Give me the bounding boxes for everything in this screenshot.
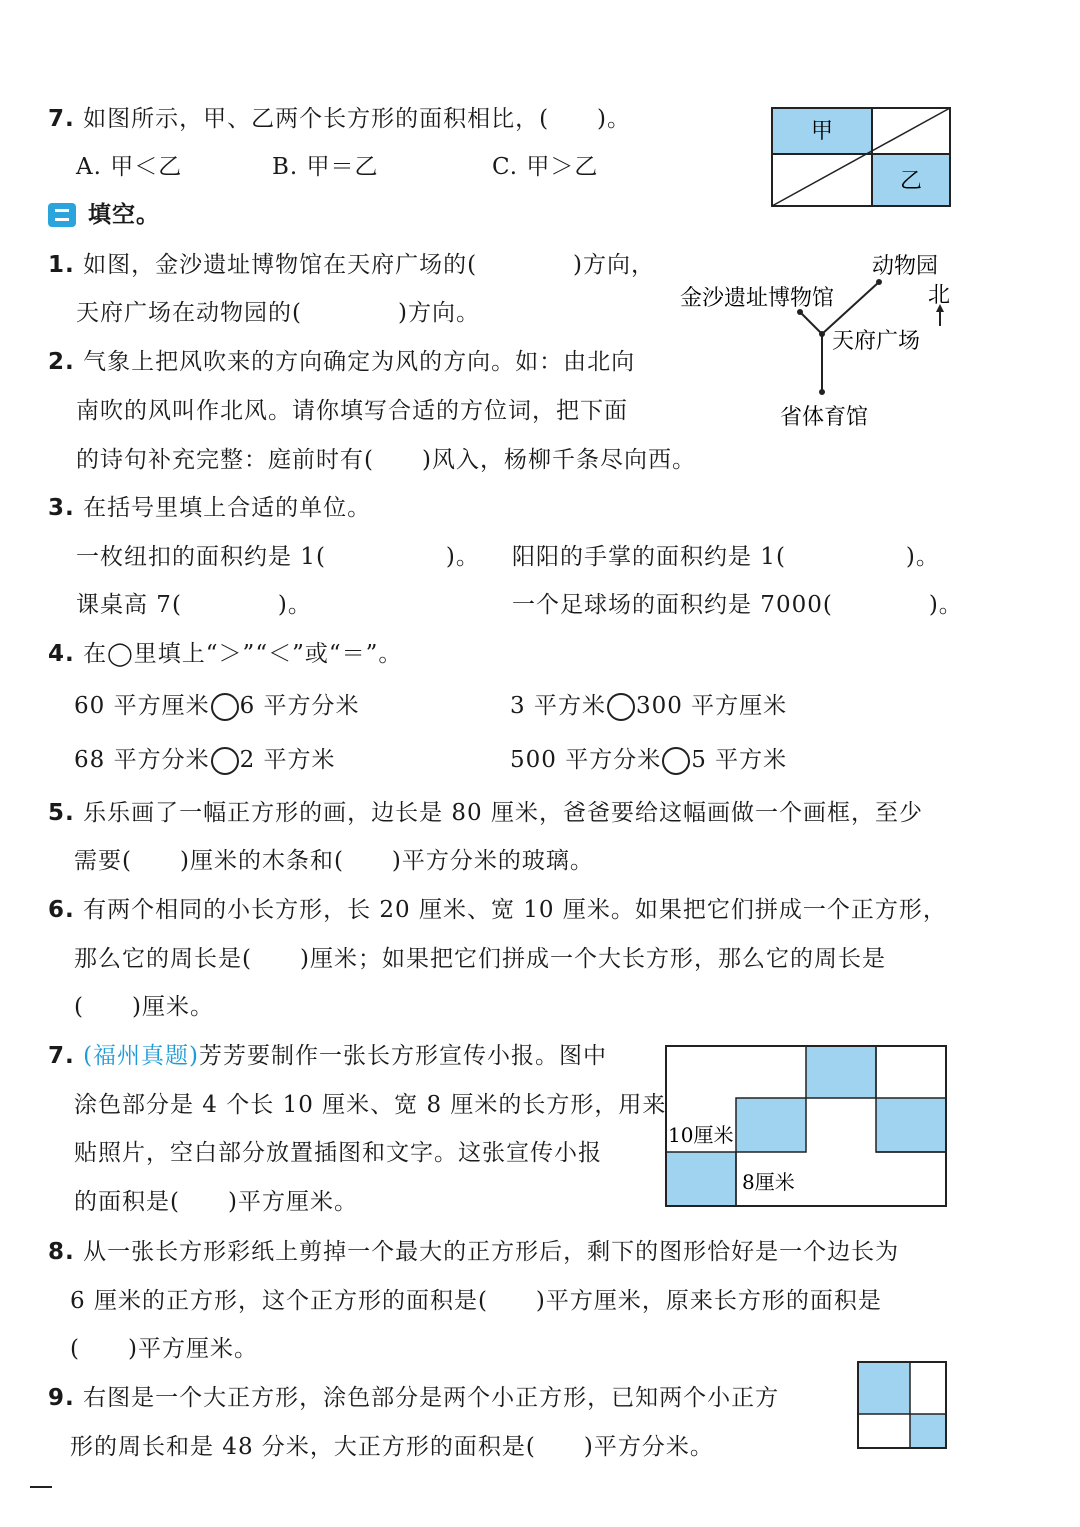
q7-text-4: 的面积是( )平方厘米。: [74, 1189, 358, 1215]
section-two-icon: [48, 203, 76, 227]
label-museum: 金沙遗址博物馆: [680, 286, 835, 311]
q2-text-2: 南吹的风叫作北风。请你填写合适的方位词，把下面: [76, 398, 628, 424]
q9-number: 9.: [48, 1385, 75, 1411]
q4-line-1: [48, 639, 402, 669]
width-label: 10厘米: [668, 1123, 734, 1147]
source-tag: (福州真题): [83, 1043, 200, 1069]
square-point: [819, 331, 825, 337]
q1-text-2: 天府广场在动物园的( )方向。: [76, 300, 480, 326]
q6-number: 6.: [48, 897, 75, 923]
small-square-2: [910, 1414, 946, 1448]
small-square-1: [858, 1362, 910, 1414]
q7-top-option-c[interactable]: C. 甲＞乙: [492, 154, 599, 180]
q7-top-number: 7.: [48, 106, 75, 132]
q7-text-2: 涂色部分是 4 个长 10 厘米、宽 8 厘米的长方形，用来: [74, 1092, 667, 1118]
q9-text-1: 右图是一个大正方形，涂色部分是两个小正方形，已知两个小正方: [83, 1385, 780, 1411]
q1-number: 1.: [48, 252, 75, 278]
q4-r4-right-value: 5 平方米: [691, 747, 788, 773]
q4-row-1-right: [510, 691, 787, 721]
q8-text-1: 从一张长方形彩纸上剪掉一个最大的正方形后，剩下的图形恰好是一个边长为: [83, 1239, 900, 1265]
q6-text-2: 那么它的周长是( )厘米；如果把它们拼成一个大长方形，那么它的周长是: [74, 946, 886, 972]
q4-r2-right-value: 300 平方厘米: [635, 693, 788, 719]
q6-text-1: 有两个相同的小长方形，长 20 厘米、宽 10 厘米。如果把它们拼成一个正方形，: [83, 897, 947, 923]
q1-text-1: 如图，金沙遗址博物馆在天府广场的( )方向，: [83, 252, 656, 278]
q4-r4-left-value: 500 平方分米: [510, 747, 662, 773]
q9-line-1: [48, 1383, 779, 1413]
q4-r3-right-value: 2 平方米: [239, 747, 336, 773]
height-label: 8厘米: [742, 1170, 795, 1194]
q4-r1-right-value: 6 平方分米: [239, 693, 360, 719]
q3-title: 在括号里填上合适的单位。: [83, 495, 372, 521]
q5-line-1: [48, 798, 923, 828]
q8-text-2: 6 厘米的正方形，这个正方形的面积是( )平方厘米，原来长方形的面积是: [70, 1288, 882, 1314]
q4-row-2-right: [510, 745, 787, 775]
section-title: 填空。: [88, 202, 160, 228]
q7-top-text: 如图所示，甲、乙两个长方形的面积相比，( )。: [83, 106, 632, 132]
q4-number: 4.: [48, 641, 75, 667]
q8-text-3: ( )平方厘米。: [70, 1336, 258, 1362]
q3-item-c: 课桌高 7( )。: [76, 592, 312, 618]
q1-map: [672, 246, 962, 436]
q7-line-1: [48, 1041, 607, 1071]
q7-top-figure: [770, 106, 954, 210]
q6-line-1: [48, 895, 947, 925]
label-north: 北: [928, 283, 951, 308]
road-to-museum: [800, 312, 822, 334]
q7-number: 7.: [48, 1043, 75, 1069]
q2-text-3: 的诗句补充完整：庭前时有( )风入，杨柳千条尽向西。: [76, 447, 696, 473]
gym-point: [819, 389, 825, 395]
q2-text-1: 气象上把风吹来的方向确定为风的方向。如：由北向: [83, 349, 636, 375]
q3-number: 3.: [48, 495, 75, 521]
q4-r3-left-value: 68 平方分米: [74, 747, 210, 773]
label-gym: 省体育馆: [780, 405, 869, 430]
q7-top-option-a[interactable]: A. 甲＜乙: [76, 154, 183, 180]
compare-circle[interactable]: [211, 747, 239, 775]
q4-title: 在◯里填上“＞”“＜”或“＝”。: [83, 641, 403, 667]
photo-rect-4: [876, 1098, 946, 1152]
label-jia: 甲: [810, 119, 834, 144]
label-square: 天府广场: [832, 329, 921, 354]
q8-line-1: [48, 1237, 899, 1267]
label-zoo: 动物园: [872, 254, 939, 279]
q7-top-line: [48, 104, 631, 134]
page-mark: [30, 1486, 52, 1488]
q7-text-3: 贴照片，空白部分放置插图和文字。这张宣传小报: [74, 1140, 602, 1166]
q4-r2-left-value: 3 平方米: [510, 693, 606, 719]
q5-text-1: 乐乐画了一幅正方形的画，边长是 80 厘米，爸爸要给这幅画做一个画框，至少: [83, 800, 923, 826]
q9-text-2: 形的周长和是 48 分米，大正方形的面积是( )平方分米。: [70, 1434, 714, 1460]
q7-figure: [664, 1044, 952, 1212]
q8-number: 8.: [48, 1239, 75, 1265]
photo-rect-1: [666, 1152, 736, 1206]
compare-circle[interactable]: [607, 693, 635, 721]
q2-line-1: [48, 347, 635, 377]
photo-rect-3: [806, 1046, 876, 1098]
q6-text-3: ( )厘米。: [74, 994, 214, 1020]
q2-number: 2.: [48, 349, 75, 375]
q4-row-2-left: [74, 745, 336, 775]
q7-text-1: 芳芳要制作一张长方形宣传小报。图中: [199, 1043, 608, 1069]
compare-circle[interactable]: [662, 747, 690, 775]
q3-item-b: 阳阳的手掌的面积约是 1( )。: [512, 544, 940, 570]
compare-circle[interactable]: [211, 693, 239, 721]
q5-number: 5.: [48, 800, 75, 826]
q7-top-option-b[interactable]: B. 甲＝乙: [272, 154, 379, 180]
label-yi: 乙: [899, 169, 923, 194]
q4-row-1-left: [74, 691, 360, 721]
q4-r1-left-value: 60 平方厘米: [74, 693, 210, 719]
q3-item-d: 一个足球场的面积约是 7000( )。: [512, 592, 963, 618]
photo-rect-2: [736, 1098, 806, 1152]
q3-line-1: [48, 493, 371, 523]
q9-figure: [856, 1360, 950, 1452]
zoo-point: [876, 279, 882, 285]
q5-text-2: 需要( )厘米的木条和( )平方分米的玻璃。: [74, 848, 594, 874]
q3-item-a: 一枚纽扣的面积约是 1( )。: [76, 544, 480, 570]
q1-line-1: [48, 250, 655, 280]
